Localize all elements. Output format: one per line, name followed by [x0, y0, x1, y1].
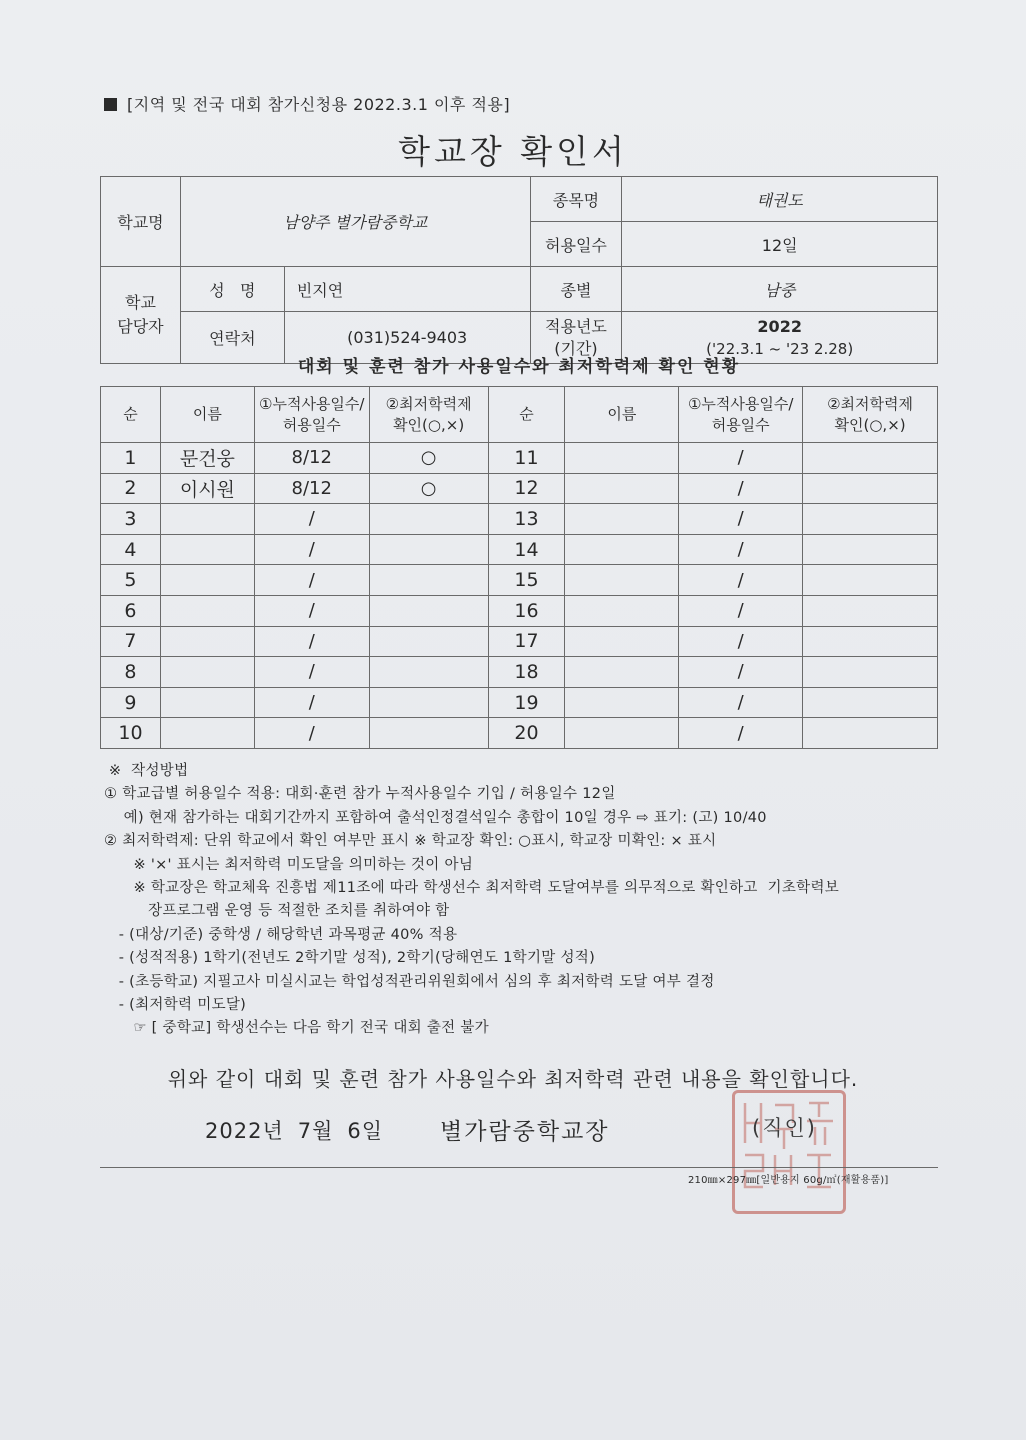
note-line: - (대상/기준) 중학생 / 해당학년 과목평균 40% 적용	[104, 926, 458, 943]
academic-check	[803, 595, 938, 626]
student-name	[565, 687, 679, 718]
note-line: ① 학교급별 허용일수 적용: 대회·훈련 참가 누적사용일수 기입 / 허용일수 12일	[104, 786, 616, 803]
row-number: 7	[101, 626, 161, 657]
student-name	[565, 473, 679, 504]
row-number: 11	[488, 443, 565, 474]
cumulative-days: /	[679, 718, 803, 749]
student-name	[565, 504, 679, 535]
square-bullet-icon	[104, 98, 117, 111]
header-no: 순	[488, 387, 565, 443]
row-number: 10	[101, 718, 161, 749]
event-label: 종목명	[530, 177, 622, 222]
cumulative-days: /	[254, 534, 369, 565]
student-name	[565, 595, 679, 626]
roster-table	[100, 386, 938, 749]
cumulative-days: /	[679, 657, 803, 688]
academic-check	[369, 595, 488, 626]
row-number: 14	[488, 534, 565, 565]
cumulative-days: /	[679, 687, 803, 718]
table-row	[101, 687, 938, 718]
instructions	[104, 760, 944, 1041]
academic-check	[803, 657, 938, 688]
row-number: 5	[101, 565, 161, 596]
period-value: ('22.3.1 ~ '23 2.28)	[706, 339, 854, 358]
student-name	[565, 718, 679, 749]
student-name: 문건웅	[160, 443, 254, 474]
row-number: 1	[101, 443, 161, 474]
row-number: 17	[488, 626, 565, 657]
year-label: 적용년도 (기간)	[530, 312, 622, 364]
student-name	[160, 595, 254, 626]
year-value: 2022	[757, 316, 802, 336]
paper-spec: 210㎜×297㎜[일반용지 60g/㎡(재활용품)]	[688, 1175, 889, 1186]
cumulative-days: /	[254, 718, 369, 749]
student-name	[565, 443, 679, 474]
row-number: 19	[488, 687, 565, 718]
table-row	[101, 626, 938, 657]
cumulative-days: /	[679, 443, 803, 474]
manager-label: 학교 담당자	[101, 267, 181, 364]
principal-title: 별가람중학교장	[440, 1119, 610, 1145]
allowed-days-value: 12일	[622, 222, 938, 267]
footer-rule	[100, 1167, 938, 1168]
academic-check	[369, 534, 488, 565]
cumulative-days: /	[679, 534, 803, 565]
student-name: 이시원	[160, 473, 254, 504]
cumulative-days: /	[679, 504, 803, 535]
table-row	[101, 534, 938, 565]
student-name	[160, 626, 254, 657]
category-label: 종별	[530, 267, 622, 312]
row-number: 16	[488, 595, 565, 626]
academic-check: ○	[369, 443, 488, 474]
academic-check	[369, 565, 488, 596]
note-line: 장프로그램 운영 등 적절한 조치를 취하여야 함	[104, 903, 450, 920]
header-academic: ②최저학력제 확인(○,×)	[803, 387, 938, 443]
allowed-days-label: 허용일수	[530, 222, 622, 267]
note-line: ※ 학교장은 학교체육 진흥법 제11조에 따라 학생선수 최저학력 도달여부를 의무적으로 확인하고 기초학력보	[104, 880, 840, 897]
form-tag: [지역 및 전국 대회 참가신청용 2022.3.1 이후 적용]	[104, 92, 510, 115]
academic-check	[803, 443, 938, 474]
official-seal	[732, 1090, 846, 1214]
cumulative-days: /	[679, 565, 803, 596]
school-info-table	[100, 176, 938, 364]
cumulative-days: /	[254, 595, 369, 626]
header-name: 이름	[565, 387, 679, 443]
note-line: ※ '×' 표시는 최저학력 미도달을 의미하는 것이 아님	[104, 856, 474, 873]
table-row	[101, 473, 938, 504]
note-line: ☞ [ 중학교] 학생선수는 다음 학기 전국 대회 출전 불가	[104, 1020, 489, 1037]
date-year: 2022년	[205, 1119, 284, 1143]
academic-check	[369, 718, 488, 749]
academic-check	[369, 626, 488, 657]
academic-check	[369, 657, 488, 688]
table-row	[101, 657, 938, 688]
row-number: 20	[488, 718, 565, 749]
header-days: ①누적사용일수/ 허용일수	[254, 387, 369, 443]
seal-icon	[735, 1093, 843, 1211]
manager-name-label: 성 명	[180, 267, 284, 312]
section-title: 대회 및 훈련 참가 사용일수와 최저학력제 확인 현황	[297, 357, 741, 377]
row-number: 12	[488, 473, 565, 504]
table-row	[101, 718, 938, 749]
header-name: 이름	[160, 387, 254, 443]
table-row	[101, 504, 938, 535]
date-day: 6일	[347, 1119, 384, 1143]
row-number: 2	[101, 473, 161, 504]
student-name	[160, 718, 254, 749]
event-value: 태권도	[622, 177, 938, 222]
cumulative-days: /	[254, 504, 369, 535]
student-name	[565, 626, 679, 657]
header-academic: ②최저학력제 확인(○,×)	[369, 387, 488, 443]
row-number: 18	[488, 657, 565, 688]
confirmation-statement: 위와 같이 대회 및 훈련 참가 사용일수와 최저학력 관련 내용을 확인합니다.	[167, 1067, 859, 1091]
table-row	[101, 443, 938, 474]
school-name-value: 남양주 별가람중학교	[180, 177, 530, 267]
row-number: 13	[488, 504, 565, 535]
row-number: 8	[101, 657, 161, 688]
academic-check	[803, 718, 938, 749]
document-title: 학교장 확인서	[398, 132, 628, 171]
cumulative-days: /	[679, 473, 803, 504]
student-name	[160, 565, 254, 596]
school-name-label: 학교명	[101, 177, 181, 267]
student-name	[160, 534, 254, 565]
cumulative-days: /	[254, 626, 369, 657]
note-line: 예) 현재 참가하는 대회기간까지 포함하여 출석인정결석일수 총합이 10일 경우 ⇨ 표기: (고) 10/40	[104, 809, 767, 826]
academic-check: ○	[369, 473, 488, 504]
cumulative-days: /	[254, 565, 369, 596]
academic-check	[803, 473, 938, 504]
note-line: - (성적적용) 1학기(전년도 2학기말 성적), 2학기(당해연도 1학기말 성적)	[104, 950, 596, 967]
academic-check	[803, 565, 938, 596]
cumulative-days: /	[254, 657, 369, 688]
student-name	[565, 657, 679, 688]
seal-label: (직인)	[752, 1116, 817, 1140]
student-name	[160, 687, 254, 718]
table-row	[101, 595, 938, 626]
row-number: 3	[101, 504, 161, 535]
academic-check	[803, 534, 938, 565]
table-row	[101, 565, 938, 596]
academic-check	[803, 504, 938, 535]
academic-check	[803, 626, 938, 657]
row-number: 4	[101, 534, 161, 565]
cumulative-days: /	[679, 626, 803, 657]
note-line: ② 최저학력제: 단위 학교에서 확인 여부만 표시 ※ 학교장 확인: ○표시, 학교장 미확인: × 표시	[104, 833, 717, 850]
contact-value: (031)524-9403	[284, 312, 530, 364]
academic-check	[803, 687, 938, 718]
header-no: 순	[101, 387, 161, 443]
cumulative-days: /	[679, 595, 803, 626]
student-name	[565, 534, 679, 565]
category-value: 남중	[622, 267, 938, 312]
cumulative-days: 8/12	[254, 443, 369, 474]
row-number: 15	[488, 565, 565, 596]
student-name	[160, 504, 254, 535]
note-line: - (최저학력 미도달)	[104, 997, 247, 1014]
cumulative-days: /	[254, 687, 369, 718]
contact-label: 연락처	[180, 312, 284, 364]
note-line: ※ 작성방법	[104, 763, 189, 779]
academic-check	[369, 687, 488, 718]
manager-name-value: 빈지연	[284, 267, 530, 312]
row-number: 6	[101, 595, 161, 626]
academic-check	[369, 504, 488, 535]
student-name	[565, 565, 679, 596]
header-days: ①누적사용일수/ 허용일수	[679, 387, 803, 443]
cumulative-days: 8/12	[254, 473, 369, 504]
note-line: - (초등학교) 지필고사 미실시교는 학업성적관리위원회에서 심의 후 최저학력 도달 여부 결정	[104, 973, 715, 990]
date-month: 7월	[297, 1119, 334, 1143]
issue-date	[205, 1115, 397, 1145]
row-number: 9	[101, 687, 161, 718]
student-name	[160, 657, 254, 688]
